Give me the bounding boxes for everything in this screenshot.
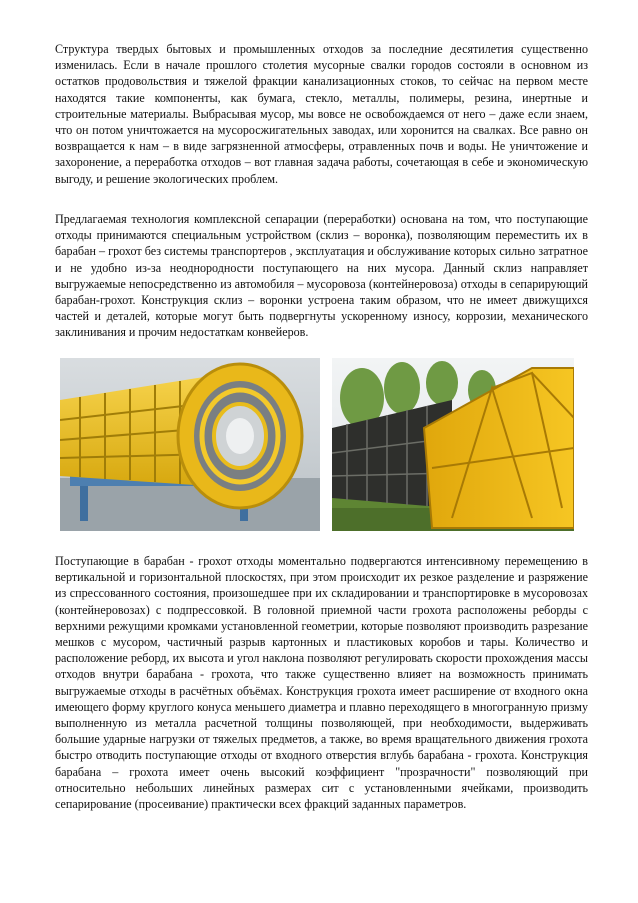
drum-screens-image (332, 358, 574, 531)
photo-yellow-trommel (60, 358, 320, 531)
paragraph-technology: Предлагаемая технология комплексной сепарации (переработки) основана на том, что поступающие отходы принимаются специальным устройством (склиз – воронка), позволяющим переместить их в барабан – грохот без системы транспортеров , эксплуатация и обслуживание которых сильно затратное и не удобно из-за неоднородности поступающего на них мусора. Данный склиз направляет выгружаемые непосредственно из автомобиля – мусоровоза (контейнеровоза) отходы в сепарирующий барабан-грохот. Конструкция склиз – воронки устроена таким образом, что не имеет движущихся частей и деталей, которые могут быть подвергнуты ускоренному износу, коррозии, механического заклинивания и прочим недостаткам конвейеров. (55, 212, 588, 340)
paragraph-drum-process: Поступающие в барабан - грохот отходы моментально подвергаются интенсивному перемещению в вертикальной и горизонтальной плоскостях, при этом происходит их резкое разделение и разряжение из спрессованного состояния, произошедшее при их складировании и транспортировке в мусоровозах (контейнеровозах) с подпрессовкой. В головной приемной части грохота расположены реборды с верхними режущими кромками установленной геометрии, которые позволяют производить разрезание мешков с мусором, частичный разрыв картонных и пластиковых коробов и тары. Количество и расположение реборд, их высота и угол наклона позволяют регулировать скорости прохождения массы отходов внутри барабана - грохота, что также существенно влияет на возможность принимать выгружаемые отходы в расчётных объёмах. Конструкция грохота имеет расширение от входного окна имеющего форму круглого конуса меньшего диаметра и плавно переходящего в многогранную призму выполненную из металла расчетной толщины позволяющей, при необходимости, выдерживать большие ударные нагрузки от тяжелых предметов, а также, во время вращательного движения грохота быстро отводить поступающие отходы от входного отверстия вглубь барабана - грохота. Конструкция барабана – грохота имеет очень высокий коэффициент "прозрачности" позволяющий при относительно небольших линейных размерах сит с установленными ячейками, производить сепарирование (просеивание) практически всех фракций заданных параметров. (55, 554, 588, 812)
photo-yellow-black-drums (332, 358, 574, 531)
paragraph-intro: Структура твердых бытовых и промышленных отходов за последние десятилетия существенно изменилась. Если в начале прошлого столетия мусорные свалки городов состояли в основном из остатков продовольствия и тяжелой фракции канализационных стоков, то сейчас на первом месте находятся такие компоненты, как бумага, стекло, металлы, полимеры, резина, инертные и строительные материалы. Выбрасывая мусор, мы вовсе не освобождаемся от него – даже если знаем, что он потом уничтожается на мусоросжигательных заводах, или хоронится на свалках. Все равно он возвращается к нам – в виде загрязненной атмосферы, отравленных почв и воды. Не уничтожение и захоронение, а переработка отходов – вот главная задача работы, сочетающая в себе и экономическую выгоду, и решение экологических проблем. (55, 42, 588, 186)
trommel-drum-image (60, 358, 320, 531)
